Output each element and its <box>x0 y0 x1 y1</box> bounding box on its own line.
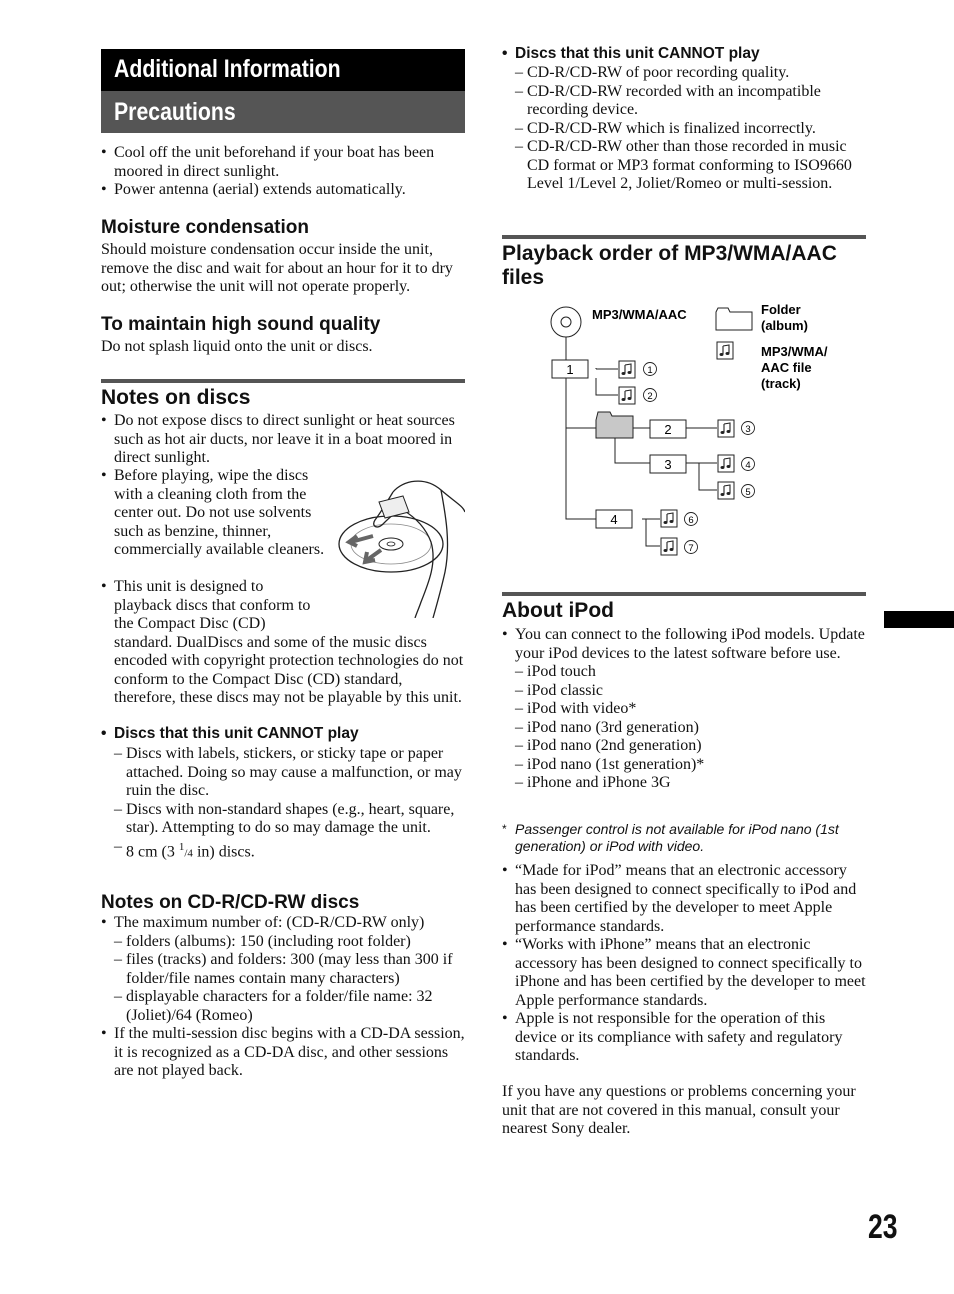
svg-text:2: 2 <box>664 422 672 437</box>
sound-quality-heading: To maintain high sound quality <box>101 314 381 335</box>
disc-format-label: MP3/WMA/AAC <box>592 307 687 322</box>
list-item: – displayable characters for a folder/file name: 32 (Joliet)/64 (Romeo) <box>114 988 465 1025</box>
cannot-play-heading: • Discs that this unit CANNOT play <box>502 45 760 62</box>
list-item: – 8 cm (3 $^1$/4 in) discs. <box>114 838 465 863</box>
cannot-play-list <box>114 745 465 862</box>
svg-text:4: 4 <box>610 512 618 527</box>
list-item: • Cool off the unit beforehand if your boat has been moored in direct sunlight. <box>101 144 465 181</box>
sound-quality-body: Do not splash liquid onto the unit or discs. <box>101 338 373 355</box>
disc-cleaning-illustration <box>333 472 465 618</box>
list-item: – iPod nano (3rd generation) <box>515 719 866 738</box>
legend-folder: Folder <box>761 302 801 317</box>
track-2-icon <box>619 387 635 404</box>
list-item: • If the multi-session disc begins with a CD-DA session, it is recognized as a CD-DA disc, and other sessions are not played back. <box>101 1025 465 1081</box>
ipod-footnote: * Passenger control is not available for iPod nano (1st generation) or iPod with video. <box>502 821 879 854</box>
folder-icon <box>716 308 752 330</box>
notes-discs-list-1 <box>101 412 465 468</box>
notes-cdr-heading: Notes on CD-R/CD-RW discs <box>101 892 360 913</box>
cannot-play-heading: • Discs that this unit CANNOT play <box>101 725 359 742</box>
section-title-bar <box>101 49 465 91</box>
about-ipod-heading: About iPod <box>502 599 614 622</box>
list-item: • You can connect to the following iPod models. Update your iPod devices to the latest software before use. – iPod touch – iPod classic – iPod with video* – iPod nano (3rd generation) – iPod nano (2nd generation) – iPod nano (1st generation)* – iPhone and iPhone 3G <box>502 626 866 793</box>
list-item: • Power antenna (aerial) extends automatically. <box>101 181 465 200</box>
list-item: • “Made for iPod” means that an electronic accessory has been designed to connect specifically to iPod and has been certified by the developer to meet Apple performance standards. <box>502 862 866 936</box>
list-item: – CD-R/CD-RW recorded with an incompatible recording device. <box>515 83 866 120</box>
list-item: – folders (albums): 150 (including root folder) <box>114 933 465 952</box>
list-item: – iPod classic <box>515 682 866 701</box>
section-rule <box>502 235 866 239</box>
notes-discs-heading: Notes on discs <box>101 386 251 409</box>
ipod-models-list <box>515 663 866 793</box>
list-item: – iPhone and iPhone 3G <box>515 774 866 793</box>
track-6-icon <box>661 510 677 527</box>
cannot-play-discs <box>101 725 465 862</box>
legend-file: MP3/WMA/ <box>761 344 828 359</box>
track-5-number: 5 <box>745 487 751 498</box>
list-item: – iPod with video* <box>515 700 866 719</box>
svg-text:1: 1 <box>566 362 574 377</box>
track-6-number: 6 <box>688 515 694 526</box>
list-item: – iPod nano (2nd generation) <box>515 737 866 756</box>
playback-order-heading: Playback order of MP3/WMA/AAC files <box>502 242 837 289</box>
track-7-number: 7 <box>688 543 694 554</box>
moisture-heading: Moisture condensation <box>101 217 309 238</box>
list-item: – CD-R/CD-RW of poor recording quality. <box>515 64 866 83</box>
svg-text:(album): (album) <box>761 318 808 333</box>
limits-list <box>114 933 465 1026</box>
list-item: • Do not expose discs to direct sunlight or heat sources such as hot air ducts, nor leave it in a boat moored in direct sunlight. <box>101 412 465 468</box>
list-item: – CD-R/CD-RW other than those recorded in music CD format or MP3 format conforming to ISO9660 Level 1/Level 2, Joliet/Romeo or multi-session. <box>515 138 866 194</box>
track-1-icon <box>619 361 635 378</box>
moisture-body: Should moisture condensation occur inside the unit, remove the disc and wait for about an hour for it to dry out; otherwise the unit will not operate properly. <box>101 241 453 295</box>
list-item: • Apple is not responsible for the operation of this device or its compliance with safety and regulatory standards. <box>502 1010 866 1066</box>
section-rule <box>101 379 465 383</box>
list-item: – CD-R/CD-RW which is finalized incorrectly. <box>515 120 866 139</box>
section-title: Additional Information <box>114 55 341 83</box>
track-3-number: 3 <box>745 424 751 435</box>
svg-text:AAC file: AAC file <box>761 360 812 375</box>
track-7-icon <box>661 538 677 555</box>
playback-order-diagram <box>546 298 866 566</box>
list-item: • Before playing, wipe the discs with a cleaning cloth from the center out. Do not use solvents such as benzine, thinner, commercially available cleaners. <box>101 467 333 560</box>
list-item: – iPod nano (1st generation)* <box>515 756 866 775</box>
notes-cdr-list <box>101 914 465 1081</box>
cdr-cannot-play <box>502 45 866 194</box>
page-title: Precautions <box>114 98 236 126</box>
list-item: – Discs with labels, stickers, or sticky tape or paper attached. Doing so may cause a malfunction, or may ruin the disc. <box>114 745 465 801</box>
svg-text:(track): (track) <box>761 376 801 391</box>
svg-text:3: 3 <box>664 457 672 472</box>
track-5-icon <box>718 482 734 499</box>
about-ipod-body <box>502 626 866 793</box>
list-item: • This unit is designed to playback discs that conform to the Compact Disc (CD) standard. DualDiscs and some of the music discs encoded with copyright protection technologies do not conform to the Compact Disc (CD) standard, therefore, these discs may not be playable by this unit. <box>101 578 465 708</box>
closing-text: If you have any questions or problems concerning your unit that are not covered in this manual, consult your nearest Sony dealer. <box>502 1083 856 1137</box>
list-item: – iPod touch <box>515 663 866 682</box>
notes-discs-list-2 <box>101 467 333 560</box>
section-rule <box>502 592 866 596</box>
page-title-bar <box>101 91 465 133</box>
track-2-number: 2 <box>647 391 653 402</box>
page-edge-tab <box>884 611 954 628</box>
music-file-icon <box>717 342 733 359</box>
precautions-list <box>101 144 465 200</box>
ipod-notices-list <box>502 862 866 1066</box>
list-item: – Discs with non-standard shapes (e.g., heart, square, star). Attempting to do so may damage the unit. <box>114 801 465 838</box>
list-item: • “Works with iPhone” means that an electronic accessory has been designed to connect specifically to iPhone and has been certified by the developer to meet Apple performance standards. <box>502 936 866 1010</box>
folder-highlighted <box>596 412 633 438</box>
list-item: • The maximum number of: (CD-R/CD-RW only) – folders (albums): 150 (including root folder) – files (tracks) and folders: 300 (may less than 300 if folder/file names contain many characters) – displayable characters for a folder/file name: 32 (Joliet)/64 (Romeo) <box>101 914 465 1025</box>
track-4-number: 4 <box>745 460 751 471</box>
cannot-play-list <box>515 64 866 194</box>
track-3-icon <box>718 420 734 437</box>
track-4-icon <box>718 455 734 472</box>
right-column <box>502 0 866 1137</box>
list-item: – files (tracks) and folders: 300 (may less than 300 if folder/file names contain many characters) <box>114 951 465 988</box>
page-number: 23 <box>868 1208 898 1246</box>
track-1-number: 1 <box>647 365 653 376</box>
